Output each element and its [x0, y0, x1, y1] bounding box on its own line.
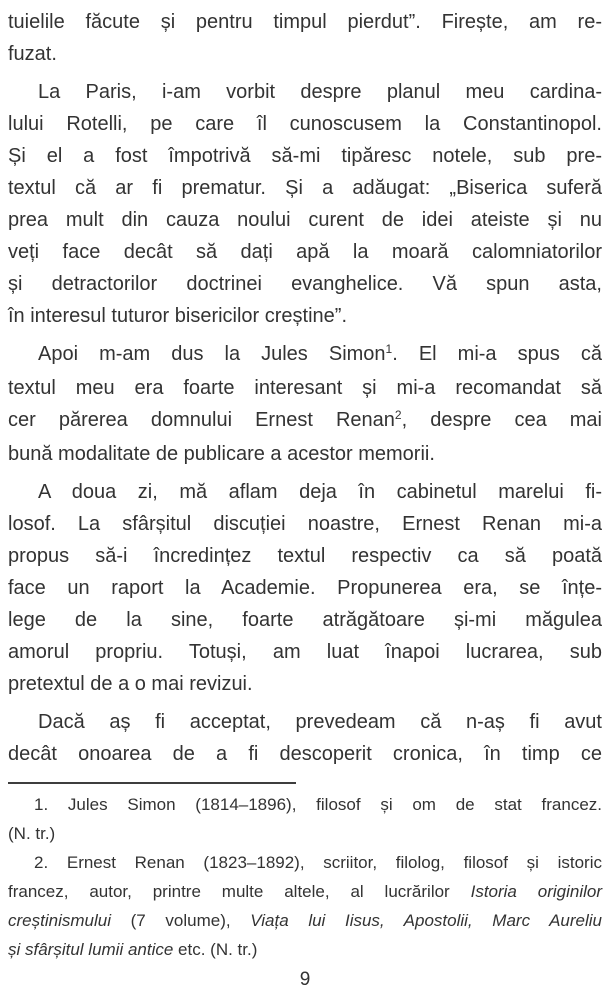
italic-text: Istoria originilor [470, 882, 602, 901]
text-segment: 2. Ernest Renan (1823–1892), scriitor, filolog, filosof și istoric [34, 853, 602, 872]
text-segment: bună modalitate de publicare a acestor memorii. [8, 443, 435, 465]
text-segment: tuielile făcute și pentru timpul pierdut”. Firește, am re- [8, 11, 602, 33]
body-paragraph [8, 706, 602, 770]
text-segment: , despre cea mai [401, 409, 602, 431]
text-line [8, 338, 602, 372]
text-line [8, 572, 602, 604]
text-segment: textul meu era foarte interesant și mi-a recomandat să [8, 377, 602, 399]
text-line [8, 404, 602, 438]
page-number: 9 [299, 969, 311, 990]
text-segment: cer părerea domnului Ernest Renan [8, 409, 395, 431]
text-segment: losof. La sfârșitul discuției noastre, Ernest Renan mi-a [8, 513, 602, 535]
text-segment: face un raport la Academie. Propunerea era, se înțe- [8, 577, 602, 599]
text-segment: lege de la sine, foarte atrăgătoare și-mi măgulea [8, 609, 602, 631]
text-segment: (N. tr.) [8, 824, 56, 843]
text-segment: Și el a fost împotrivă să-mi tipăresc notele, sub pre- [8, 145, 602, 167]
text-segment: prea mult din cauza noului curent de idei ateiste și nu [8, 209, 602, 231]
body-paragraph [8, 476, 602, 700]
footnote [8, 848, 602, 964]
text-segment: La Paris, i-am vorbit despre planul meu cardina- [38, 81, 602, 103]
footnote-line [8, 790, 602, 819]
text-segment: fuzat. [8, 43, 57, 65]
body-paragraph [8, 76, 602, 332]
body-paragraph [8, 6, 602, 70]
text-line [8, 300, 602, 332]
footnote-line [8, 848, 602, 877]
text-segment: lului Rotelli, pe care îl cunoscusem la Constantinopol. [8, 113, 602, 135]
footnote [8, 790, 602, 848]
text-segment: amorul propriu. Totuși, am luat înapoi lucrarea, sub [8, 641, 602, 663]
text-line [8, 738, 602, 770]
text-segment: etc. (N. tr.) [173, 940, 258, 959]
footnote-line [8, 877, 602, 906]
text-segment: (7 volume), [110, 911, 251, 930]
text-line [8, 38, 602, 70]
text-segment: în interesul tuturor bisericilor creștine”. [8, 305, 348, 327]
text-segment: și detractorilor doctrinei evanghelice. Vă spun asta, [8, 273, 602, 295]
text-segment: Dacă aș fi acceptat, prevedeam că n-aș fi avut [38, 711, 602, 733]
text-line [8, 372, 602, 404]
italic-text: și sfârșitul lumii antice [8, 940, 174, 959]
text-line [8, 604, 602, 636]
footnote-separator [8, 782, 296, 784]
text-line [8, 540, 602, 572]
text-line [8, 140, 602, 172]
italic-text: creștinismului [8, 911, 111, 930]
text-line [8, 6, 602, 38]
text-line [8, 508, 602, 540]
text-line [8, 476, 602, 508]
footnotes [8, 790, 602, 964]
text-line [8, 636, 602, 668]
text-line [8, 76, 602, 108]
body-paragraph [8, 338, 602, 470]
text-line [8, 438, 602, 470]
text-segment: . El mi-a spus că [392, 343, 603, 365]
footnote-line [8, 906, 602, 935]
text-segment: decât onoarea de a fi descoperit cronica, în timp ce [8, 743, 602, 765]
footnote-ref-marker: 2 [394, 408, 402, 422]
text-line [8, 204, 602, 236]
text-line [8, 236, 602, 268]
italic-text: Viața lui Iisus, Apostolii, Marc Aureliu [250, 911, 602, 930]
footnote-ref-marker: 1 [385, 342, 393, 356]
text-line [8, 172, 602, 204]
body-text [8, 6, 602, 770]
footnote-line [8, 935, 602, 964]
text-segment: textul că ar fi prematur. Și a adăugat: „Biserica suferă [8, 177, 602, 199]
text-line [8, 268, 602, 300]
text-line [8, 108, 602, 140]
text-segment: Apoi m-am dus la Jules Simon [38, 343, 386, 365]
text-segment: francez, autor, printre multe altele, al lucrărilor [8, 882, 471, 901]
text-segment: pretextul de a o mai revizui. [8, 673, 253, 695]
text-segment: 1. Jules Simon (1814–1896), filosof și om de stat francez. [34, 795, 602, 814]
text-segment: veți face decât să dați apă la moară calomniatorilor [8, 241, 602, 263]
text-segment: propus să-i încredințez textul respectiv ca să poată [8, 545, 602, 567]
text-segment: A doua zi, mă aflam deja în cabinetul marelui fi- [38, 481, 602, 503]
footnote-line [8, 819, 602, 848]
text-line [8, 706, 602, 738]
text-line [8, 668, 602, 700]
